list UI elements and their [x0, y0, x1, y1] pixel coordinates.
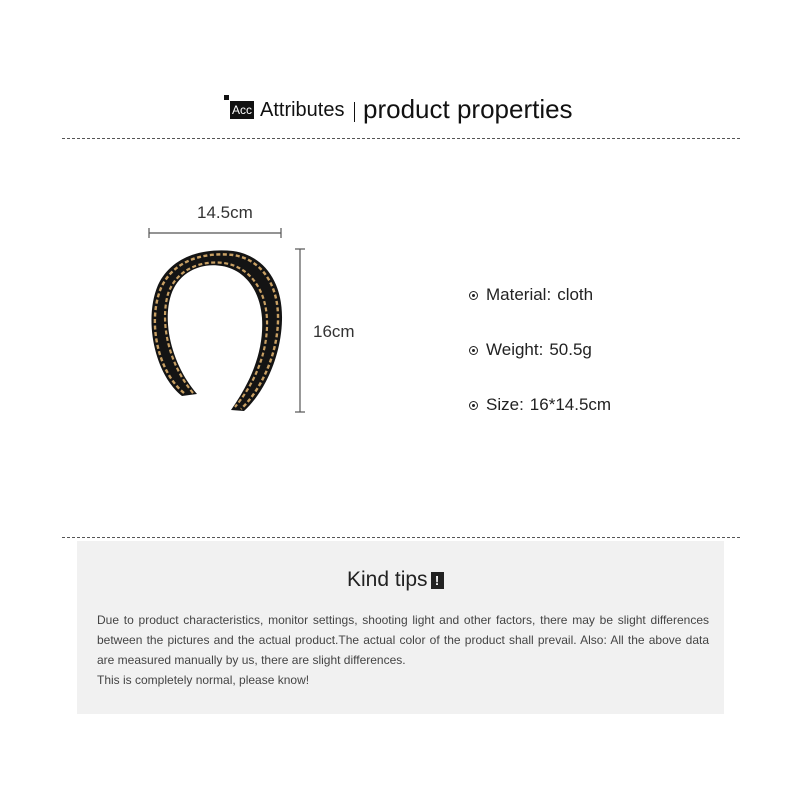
kind-tips-title-text: Kind tips — [347, 568, 428, 591]
property-label: Weight: — [486, 340, 544, 359]
kind-tips-title — [347, 568, 444, 592]
property-value: 16*14.5cm — [529, 395, 612, 414]
height-measure-line — [295, 249, 305, 412]
property-value: 50.5g — [549, 340, 592, 359]
tips-paragraph: Due to product characteristics, monitor settings, shooting light and other factors, there may be slight differences between the pictures and the actual product.The actual color of the product shall prevail. Also: All the above data are measured manually by us, there are slight differences. — [97, 613, 709, 667]
property-label: Material: — [486, 285, 552, 304]
property-value: cloth — [557, 285, 594, 304]
bullet-icon — [469, 291, 478, 300]
tips-paragraph: This is completely normal, please know! — [97, 673, 310, 687]
dashed-divider-top — [62, 138, 740, 139]
product-image-headband — [130, 220, 330, 425]
dashed-divider-bottom — [62, 537, 740, 538]
bullet-icon — [469, 346, 478, 355]
attributes-title: Attributes — [260, 99, 345, 121]
acc-badge: Acc — [232, 103, 253, 117]
title-divider — [354, 102, 355, 122]
property-label: Size: — [486, 395, 524, 414]
height-dimension-label: 16cm — [313, 322, 355, 341]
header-dot — [224, 95, 229, 100]
section-header — [0, 92, 800, 132]
property-row-size — [469, 393, 611, 417]
exclamation-icon: ! — [431, 572, 444, 589]
property-row-weight — [469, 338, 592, 362]
kind-tips-text — [97, 610, 709, 690]
product-properties-title: product properties — [363, 94, 573, 124]
width-measure-line — [149, 228, 281, 238]
property-row-material — [469, 283, 593, 307]
width-dimension-label: 14.5cm — [197, 203, 253, 222]
bullet-icon — [469, 401, 478, 410]
